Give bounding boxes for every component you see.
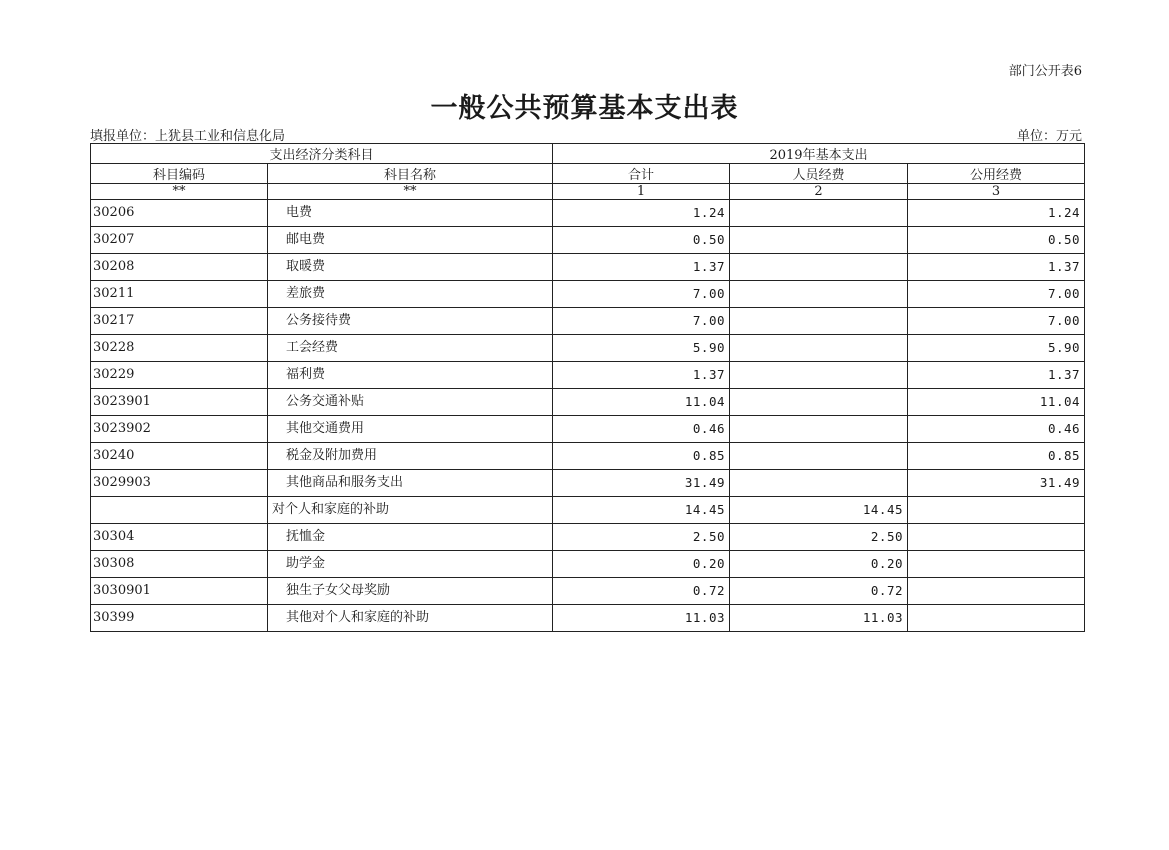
row-name: 工会经费: [268, 335, 553, 362]
row-public: 7.00: [908, 308, 1085, 335]
row-code: 30308: [91, 551, 268, 578]
header-personnel: 人员经费: [730, 164, 908, 184]
row-personnel: [730, 308, 908, 335]
index-public: 3: [908, 184, 1085, 200]
row-total: 1.24: [553, 200, 730, 227]
meta-row: [90, 125, 1082, 143]
header-total: 合计: [553, 164, 730, 184]
row-public: 0.85: [908, 443, 1085, 470]
row-name: 公务交通补贴: [268, 389, 553, 416]
row-total: 11.03: [553, 605, 730, 632]
form-number-label: 部门公开表6: [1008, 64, 1082, 79]
row-personnel: [730, 389, 908, 416]
row-public: 0.46: [908, 416, 1085, 443]
table-row: [91, 578, 1085, 605]
row-code: 30206: [91, 200, 268, 227]
row-name: 福利费: [268, 362, 553, 389]
index-total: 1: [553, 184, 730, 200]
row-personnel: [730, 443, 908, 470]
row-total: 0.46: [553, 416, 730, 443]
table-row: [91, 443, 1085, 470]
row-total: 7.00: [553, 281, 730, 308]
row-total: 5.90: [553, 335, 730, 362]
reporting-unit: 填报单位：上犹县工业和信息化局: [90, 129, 286, 144]
table-row: [91, 200, 1085, 227]
row-total: 11.04: [553, 389, 730, 416]
row-public: 1.24: [908, 200, 1085, 227]
row-name: 邮电费: [268, 227, 553, 254]
table-row: [91, 416, 1085, 443]
row-code: 3023902: [91, 416, 268, 443]
table-row: [91, 254, 1085, 281]
row-personnel: 0.72: [730, 578, 908, 605]
header-economic-classification: 支出经济分类科目: [91, 144, 553, 164]
row-code: 30304: [91, 524, 268, 551]
row-total: 2.50: [553, 524, 730, 551]
row-name: 税金及附加费用: [268, 443, 553, 470]
row-personnel: 2.50: [730, 524, 908, 551]
table-row: [91, 335, 1085, 362]
table-row: [91, 551, 1085, 578]
row-name: 独生子女父母奖励: [268, 578, 553, 605]
table-row: [91, 308, 1085, 335]
row-public: [908, 524, 1085, 551]
row-code: 30208: [91, 254, 268, 281]
row-personnel: [730, 254, 908, 281]
currency-unit: 单位：万元: [1016, 129, 1082, 144]
row-personnel: [730, 470, 908, 497]
row-name: 差旅费: [268, 281, 553, 308]
row-public: 0.50: [908, 227, 1085, 254]
row-code: 30399: [91, 605, 268, 632]
table-row: [91, 470, 1085, 497]
row-code: 3029903: [91, 470, 268, 497]
row-public: 1.37: [908, 362, 1085, 389]
row-code: 3030901: [91, 578, 268, 605]
row-personnel: [730, 416, 908, 443]
row-personnel: [730, 281, 908, 308]
row-personnel: [730, 227, 908, 254]
table-row: [91, 227, 1085, 254]
row-total: 1.37: [553, 362, 730, 389]
row-public: [908, 497, 1085, 524]
row-personnel: [730, 335, 908, 362]
table-row: [91, 281, 1085, 308]
header-basic-expenditure: 2019年基本支出: [553, 144, 1085, 164]
row-public: 5.90: [908, 335, 1085, 362]
row-name: 抚恤金: [268, 524, 553, 551]
row-personnel: 14.45: [730, 497, 908, 524]
row-name: 公务接待费: [268, 308, 553, 335]
row-public: 31.49: [908, 470, 1085, 497]
row-name: 电费: [268, 200, 553, 227]
row-personnel: 11.03: [730, 605, 908, 632]
row-public: [908, 605, 1085, 632]
budget-table: [90, 143, 1085, 632]
header-column-row: [91, 164, 1085, 184]
row-total: 0.50: [553, 227, 730, 254]
row-name: 其他交通费用: [268, 416, 553, 443]
header-group-row: [91, 144, 1085, 164]
row-public: [908, 551, 1085, 578]
header-subject-code: 科目编码: [91, 164, 268, 184]
row-code: 3023901: [91, 389, 268, 416]
index-name: **: [268, 184, 553, 200]
table-row: [91, 362, 1085, 389]
row-code: 30211: [91, 281, 268, 308]
row-total: 7.00: [553, 308, 730, 335]
row-personnel: [730, 362, 908, 389]
row-code: 30240: [91, 443, 268, 470]
row-total: 14.45: [553, 497, 730, 524]
row-public: 7.00: [908, 281, 1085, 308]
row-name: 其他对个人和家庭的补助: [268, 605, 553, 632]
row-personnel: [730, 200, 908, 227]
row-name: 取暖费: [268, 254, 553, 281]
row-public: [908, 578, 1085, 605]
row-name: 其他商品和服务支出: [268, 470, 553, 497]
index-code: **: [91, 184, 268, 200]
row-code: 30229: [91, 362, 268, 389]
header-subject-name: 科目名称: [268, 164, 553, 184]
row-name: 对个人和家庭的补助: [268, 497, 553, 524]
index-personnel: 2: [730, 184, 908, 200]
row-code: 30228: [91, 335, 268, 362]
row-code: 30217: [91, 308, 268, 335]
row-personnel: 0.20: [730, 551, 908, 578]
table-row: [91, 389, 1085, 416]
row-total: 0.20: [553, 551, 730, 578]
header-index-row: [91, 184, 1085, 200]
row-code: [91, 497, 268, 524]
row-public: 11.04: [908, 389, 1085, 416]
row-total: 1.37: [553, 254, 730, 281]
row-name: 助学金: [268, 551, 553, 578]
header-public: 公用经费: [908, 164, 1085, 184]
table-row: [91, 524, 1085, 551]
row-total: 31.49: [553, 470, 730, 497]
row-code: 30207: [91, 227, 268, 254]
row-total: 0.85: [553, 443, 730, 470]
document-title: 一般公共预算基本支出表: [430, 93, 739, 124]
row-public: 1.37: [908, 254, 1085, 281]
row-total: 0.72: [553, 578, 730, 605]
table-row-group: [91, 497, 1085, 524]
table-row: [91, 605, 1085, 632]
